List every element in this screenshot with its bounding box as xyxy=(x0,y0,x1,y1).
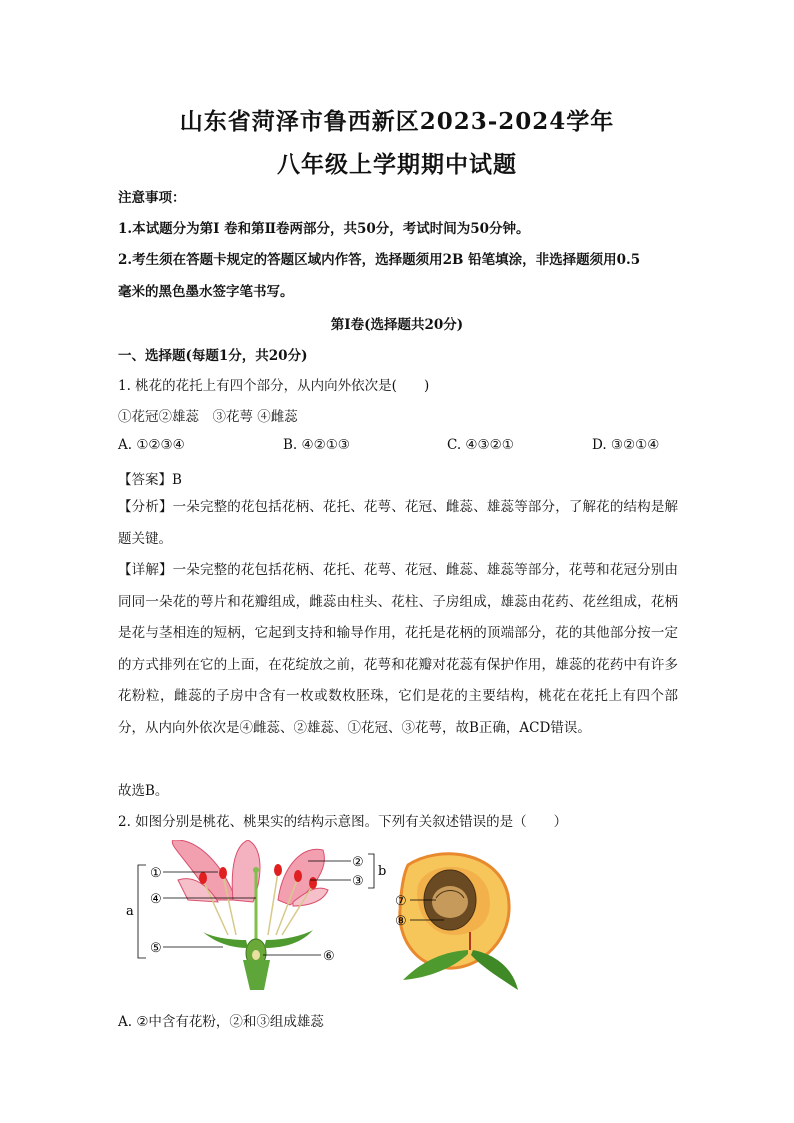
q1-option-a: A. ①②③④ xyxy=(118,437,185,453)
label-8: ⑧ xyxy=(395,914,407,929)
notice-item-1: 1.本试题分为第Ⅰ 卷和第Ⅱ卷两部分，共50分，考试时间为50分钟。 xyxy=(118,221,530,237)
label-a: a xyxy=(126,904,134,919)
q1-stem: 1. 桃花的花托上有四个部分，从内向外依次是( ) xyxy=(118,378,430,394)
label-b: b xyxy=(378,864,387,879)
label-2: ② xyxy=(352,855,364,870)
q2-option-a: A. ②中含有花粉，②和③组成雄蕊 xyxy=(118,1014,324,1030)
q1-option-c: C. ④③②① xyxy=(447,437,514,453)
label-5: ⑤ xyxy=(150,941,162,956)
label-7: ⑦ xyxy=(395,894,407,909)
q1-option-b: B. ④②①③ xyxy=(283,437,350,453)
peach-fruit-illustration xyxy=(400,854,518,990)
title-line-2: 八年级上学期期中试题 xyxy=(277,151,517,178)
q1-items: ①花冠②雄蕊 ③花萼 ④雌蕊 xyxy=(118,409,298,425)
title-line-1: 山东省菏泽市鲁西新区2023-2024学年 xyxy=(179,108,615,135)
q1-conclusion: 故选B。 xyxy=(118,783,169,799)
q1-detail: 【详解】一朵完整的花包括花柄、花托、花萼、花冠、雌蕊、雄蕊等部分，花萼和花冠分别由同同一朵花的萼片和花瓣组成，雌蕊由柱头、花柱、子房组成，雄蕊由花药、花丝组成，花柄是花与茎相连的短柄，它起到支持和输导作用，花托是花柄的顶端部分，花的其他部分按一定的方式排列在它的上面，在花绽放之前，花萼和花瓣对花蕊有保护作用，雄蕊的花药中有许多花粉粒，雌蕊的子房中含有一枚或数枚胚珠，它们是花的主要结构，桃花在花托上有四个部分，从内向外依次是④雌蕊、②雄蕊、①花冠、③花萼，故B正确，ACD错误。 xyxy=(118,562,678,736)
notice-heading: 注意事项： xyxy=(118,190,186,206)
q1-option-d: D. ③②①④ xyxy=(592,437,660,453)
peach-structure-figure xyxy=(118,840,538,990)
part-title: 一、选择题(每题1分，共20分) xyxy=(118,348,308,364)
section-title: 第Ⅰ卷(选择题共20分) xyxy=(330,317,464,333)
label-4: ④ xyxy=(150,892,162,907)
notice-item-2b: 毫米的黑色墨水签字笔书写。 xyxy=(118,284,294,300)
label-3: ③ xyxy=(352,874,364,889)
q2-stem: 2. 如图分别是桃花、桃果实的结构示意图。下列有关叙述错误的是（ ） xyxy=(118,814,568,830)
label-6: ⑥ xyxy=(323,949,335,964)
notice-item-2a: 2.考生须在答题卡规定的答题区域内作答，选择题须用2B 铅笔填涂，非选择题须用0.5 xyxy=(118,252,641,268)
peach-flower-illustration xyxy=(172,840,328,990)
q1-analysis: 【分析】一朵完整的花包括花柄、花托、花萼、花冠、雌蕊、雄蕊等部分，了解花的结构是解题关键。 xyxy=(118,499,678,547)
q1-answer: 【答案】B xyxy=(118,472,182,488)
label-1: ① xyxy=(150,866,162,881)
